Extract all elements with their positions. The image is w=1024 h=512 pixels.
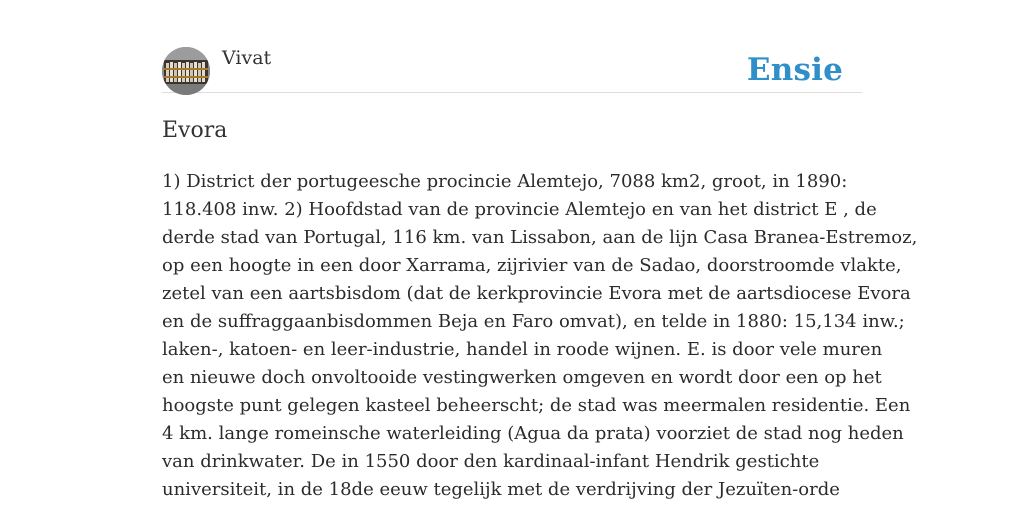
article-line: en nieuwe doch onvoltooide vestingwerken omgeven en wordt door een op het [162, 367, 882, 388]
article-line: 4 km. lange romeinsche waterleiding (Agua da prata) voorziet de stad nog heden [162, 423, 904, 444]
article-line: zetel van een aartsbisdom (dat de kerkprovincie Evora met de aartsdiocese Evora [162, 283, 911, 304]
article-line: 118.408 inw. 2) Hoofdstad van de provincie Alemtejo en van het district E , de [162, 199, 877, 220]
book-spines-icon [162, 47, 210, 95]
article-line: en de suffraggaanbisdommen Beja en Faro omvat), en telde in 1880: 15,134 inw.; [162, 311, 905, 332]
article-line: derde stad van Portugal, 116 km. van Lissabon, aan de lijn Casa Branea-Estremoz, [162, 227, 918, 248]
article-line: op een hoogte in een door Xarrama, zijrivier van de Sadao, doorstroomde vlakte, [162, 255, 902, 276]
source-avatar[interactable] [162, 47, 210, 95]
article-line: universiteit, in de 18de eeuw tegelijk met de verdrijving der Jezuïten-orde [162, 479, 840, 500]
page-header [162, 46, 862, 93]
article-title: Evora [162, 118, 228, 143]
source-name[interactable]: Vivat [222, 47, 272, 69]
article-line: van drinkwater. De in 1550 door den kardinaal-infant Hendrik gestichte [162, 451, 820, 472]
article-line: laken-, katoen- en leer-industrie, handel in roode wijnen. E. is door vele muren [162, 339, 883, 360]
article-line: hoogste punt gelegen kasteel beheerscht; de stad was meermalen residentie. Een [162, 395, 911, 416]
ensie-logo[interactable]: Ensie [746, 52, 843, 88]
article-body [162, 168, 918, 504]
article-line: 1) District der portugeesche procincie Alemtejo, 7088 km2, groot, in 1890: [162, 171, 848, 192]
